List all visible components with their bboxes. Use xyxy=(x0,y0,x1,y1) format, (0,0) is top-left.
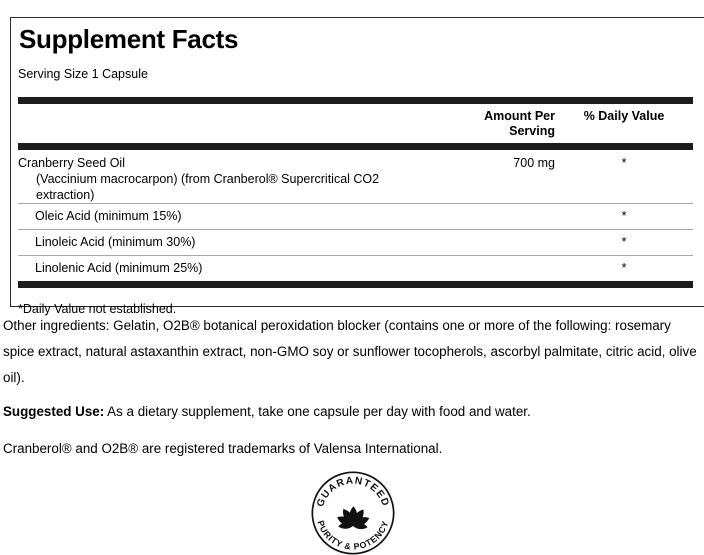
purity-potency-seal xyxy=(311,471,395,555)
other-ingredients-text: Other ingredients: Gelatin, O2B® botanical peroxidation blocker (contains one or more of the following: rosemary spice extract, natural astaxanthin extract, non-GMO soy or sunflower tocopherols, ascorbyl palmitate, citric acid, olive oil). xyxy=(3,318,697,385)
panel-title: Supplement Facts xyxy=(19,24,239,54)
ingredient-row-linolenic-acid xyxy=(18,255,693,281)
ingredient-daily-value: * xyxy=(621,235,627,249)
ingredient-name: Oleic Acid (minimum 15%) xyxy=(35,209,182,223)
thick-rule xyxy=(18,281,693,288)
ingredient-name: Linolenic Acid (minimum 25%) xyxy=(35,261,203,275)
serving-size: Serving Size 1 Capsule xyxy=(18,67,148,81)
ingredient-name: Cranberry Seed Oil xyxy=(18,156,125,170)
ingredient-row-linoleic-acid xyxy=(18,229,693,255)
seal-badge-icon xyxy=(311,471,395,555)
suggested-use-body: As a dietary supplement, take one capsule per day with food and water. xyxy=(104,404,531,419)
suggested-use-text xyxy=(3,404,702,420)
label-info-section xyxy=(3,313,702,555)
trademark-note: Cranberol® and O2B® are registered trademarks of Valensa International. xyxy=(3,441,443,456)
seal-bottom-arc-text: PURITY & POTENCY xyxy=(314,519,391,552)
leaves-icon xyxy=(335,506,370,530)
ingredient-daily-value: * xyxy=(621,209,627,223)
ingredient-detail: (Vaccinium macrocarpon) (from Cranberol® Supercritical CO2 extraction) xyxy=(36,172,380,202)
supplement-facts-panel xyxy=(10,17,704,316)
thick-rule xyxy=(18,143,693,150)
column-header-row xyxy=(18,104,693,143)
ingredient-daily-value: * xyxy=(621,261,627,275)
ingredient-daily-value: * xyxy=(621,156,627,170)
header-daily-value: % Daily Value xyxy=(583,109,665,123)
ingredient-row-oleic-acid xyxy=(18,203,693,229)
seal-top-arc-text: GUARANTEED xyxy=(314,475,391,509)
suggested-use-label: Suggested Use: xyxy=(3,404,105,419)
ingredient-name-cell xyxy=(18,155,435,203)
thick-rule xyxy=(18,97,693,104)
ingredient-name: Linoleic Acid (minimum 30%) xyxy=(35,235,196,249)
daily-value-footnote: *Daily Value not established. xyxy=(18,302,177,316)
header-amount-per-serving: Amount Per Serving xyxy=(484,109,555,138)
ingredient-row-cranberry-seed-oil xyxy=(18,150,693,203)
ingredient-amount: 700 mg xyxy=(513,156,555,170)
